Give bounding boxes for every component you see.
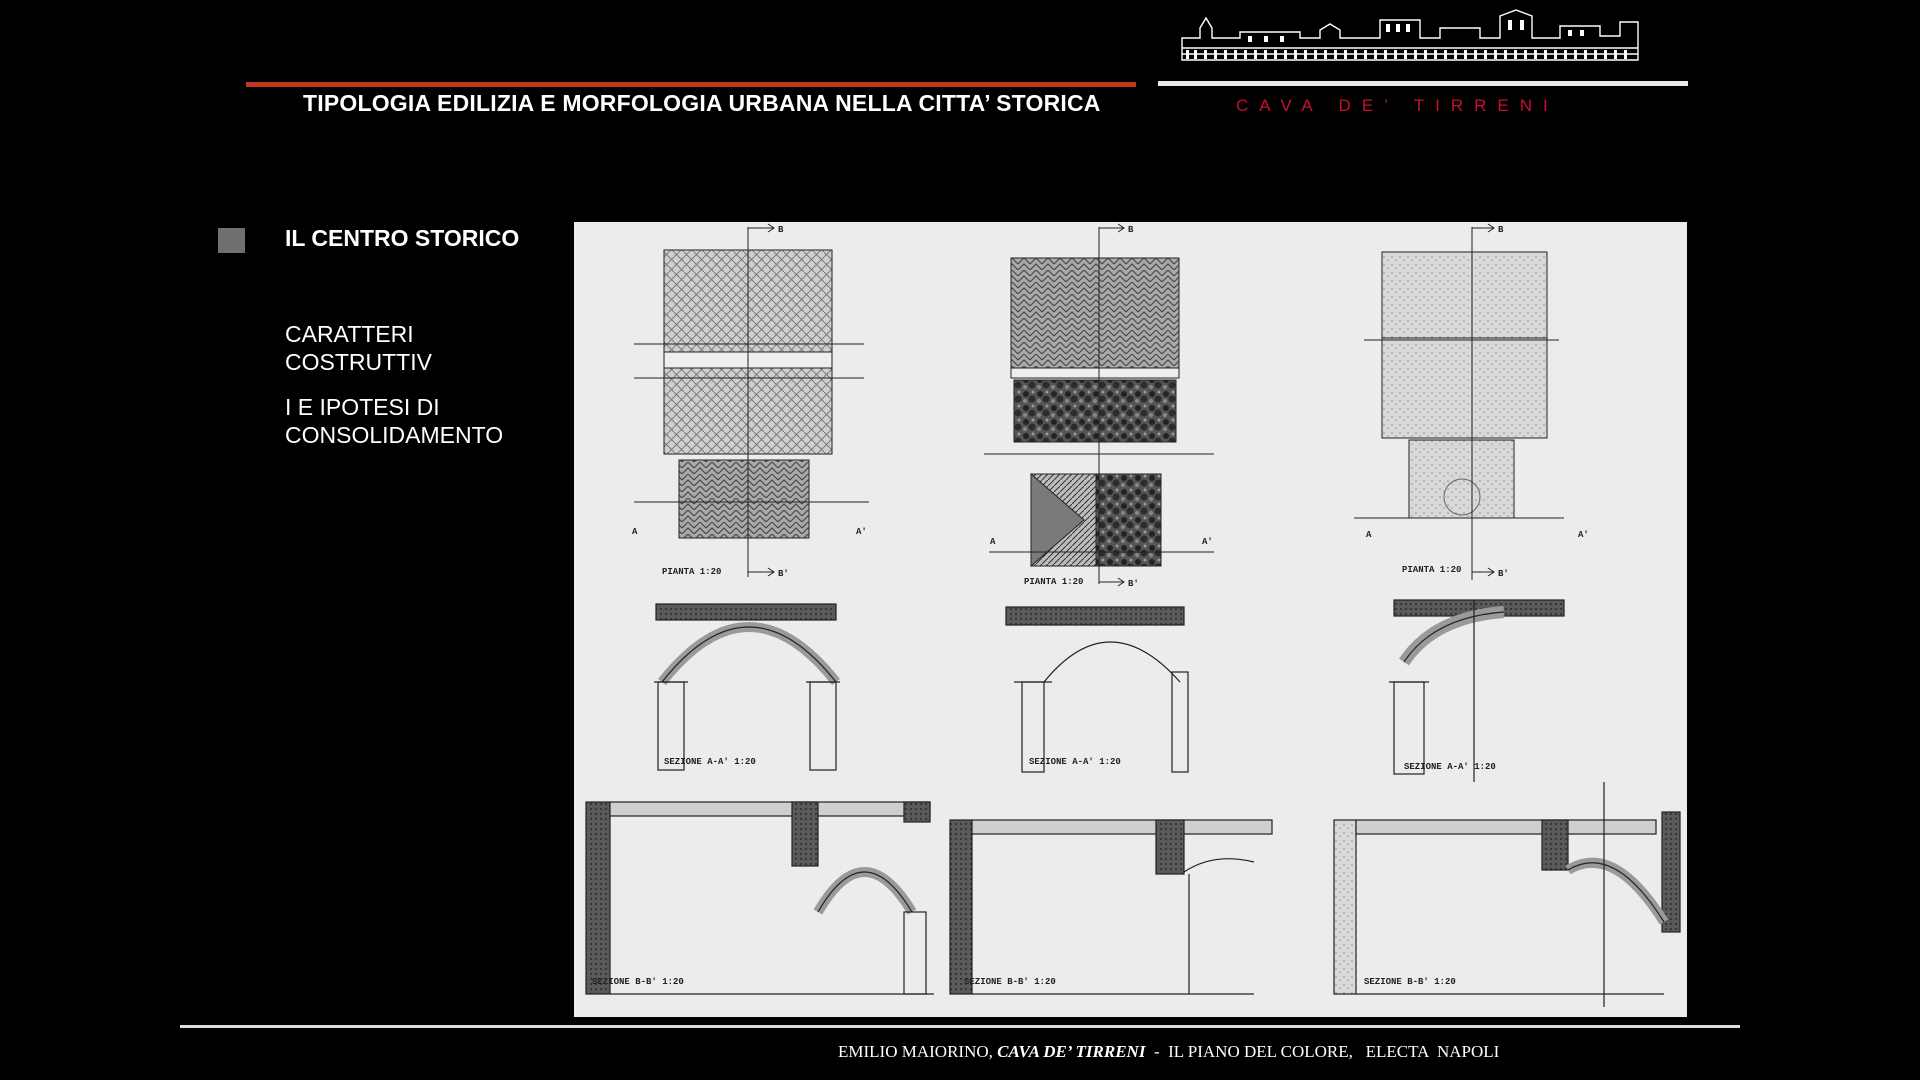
footer-rule — [180, 1025, 1740, 1028]
square-bullet-icon — [218, 228, 245, 253]
footer-publisher: - IL PIANO DEL COLORE, ELECTA NAPOLI — [1145, 1042, 1500, 1061]
section-bb-label: SEZIONE B-B' 1:20 — [592, 977, 684, 987]
town-skyline-logo — [1180, 8, 1640, 70]
plan-label: PIANTA 1:20 — [1024, 577, 1084, 587]
axis-mark-a: A — [632, 527, 638, 537]
axis-mark-a-prime: A' — [1202, 537, 1213, 547]
title-accent-rule — [246, 82, 1136, 87]
section-heading: IL CENTRO STORICO — [285, 225, 520, 251]
section-aa-label: SEZIONE A-A' 1:20 — [664, 757, 756, 767]
axis-mark-b-prime: B' — [1498, 569, 1509, 579]
plan-label: PIANTA 1:20 — [662, 567, 722, 577]
sidebar-line: CONSOLIDAMENTO — [285, 422, 504, 448]
footer-citation — [838, 1042, 1499, 1062]
construction-drawings-figure — [574, 222, 1687, 1017]
axis-mark-a-prime: A' — [856, 527, 867, 537]
logo-rule — [1158, 81, 1688, 86]
footer-author: EMILIO MAIORINO, — [838, 1042, 998, 1061]
plan-label: PIANTA 1:20 — [1402, 565, 1462, 575]
logo-caption: CAVA DE’ TIRRENI — [1236, 96, 1559, 115]
footer-book-title: CAVA DE’ TIRRENI — [997, 1042, 1146, 1061]
sidebar-line: COSTRUTTIV — [285, 349, 432, 375]
axis-mark-b: B — [1498, 225, 1504, 235]
section-bb-label: SEZIONE B-B' 1:20 — [964, 977, 1056, 987]
axis-mark-a-prime: A' — [1578, 530, 1589, 540]
page-title: TIPOLOGIA EDILIZIA E MORFOLOGIA URBANA NELLA CITTA’ STORICA — [303, 90, 1101, 116]
sidebar-line: CARATTERI — [285, 321, 414, 347]
axis-mark-a: A — [1366, 530, 1372, 540]
axis-mark-a: A — [990, 537, 996, 547]
axis-mark-b: B — [778, 225, 784, 235]
axis-mark-b-prime: B' — [778, 569, 789, 579]
axis-mark-b: B — [1128, 225, 1134, 235]
axis-mark-b-prime: B' — [1128, 579, 1139, 589]
section-bb-label: SEZIONE B-B' 1:20 — [1364, 977, 1456, 987]
section-aa-label: SEZIONE A-A' 1:20 — [1029, 757, 1121, 767]
section-aa-label: SEZIONE A-A' 1:20 — [1404, 762, 1496, 772]
sidebar-line: I E IPOTESI DI — [285, 394, 440, 420]
